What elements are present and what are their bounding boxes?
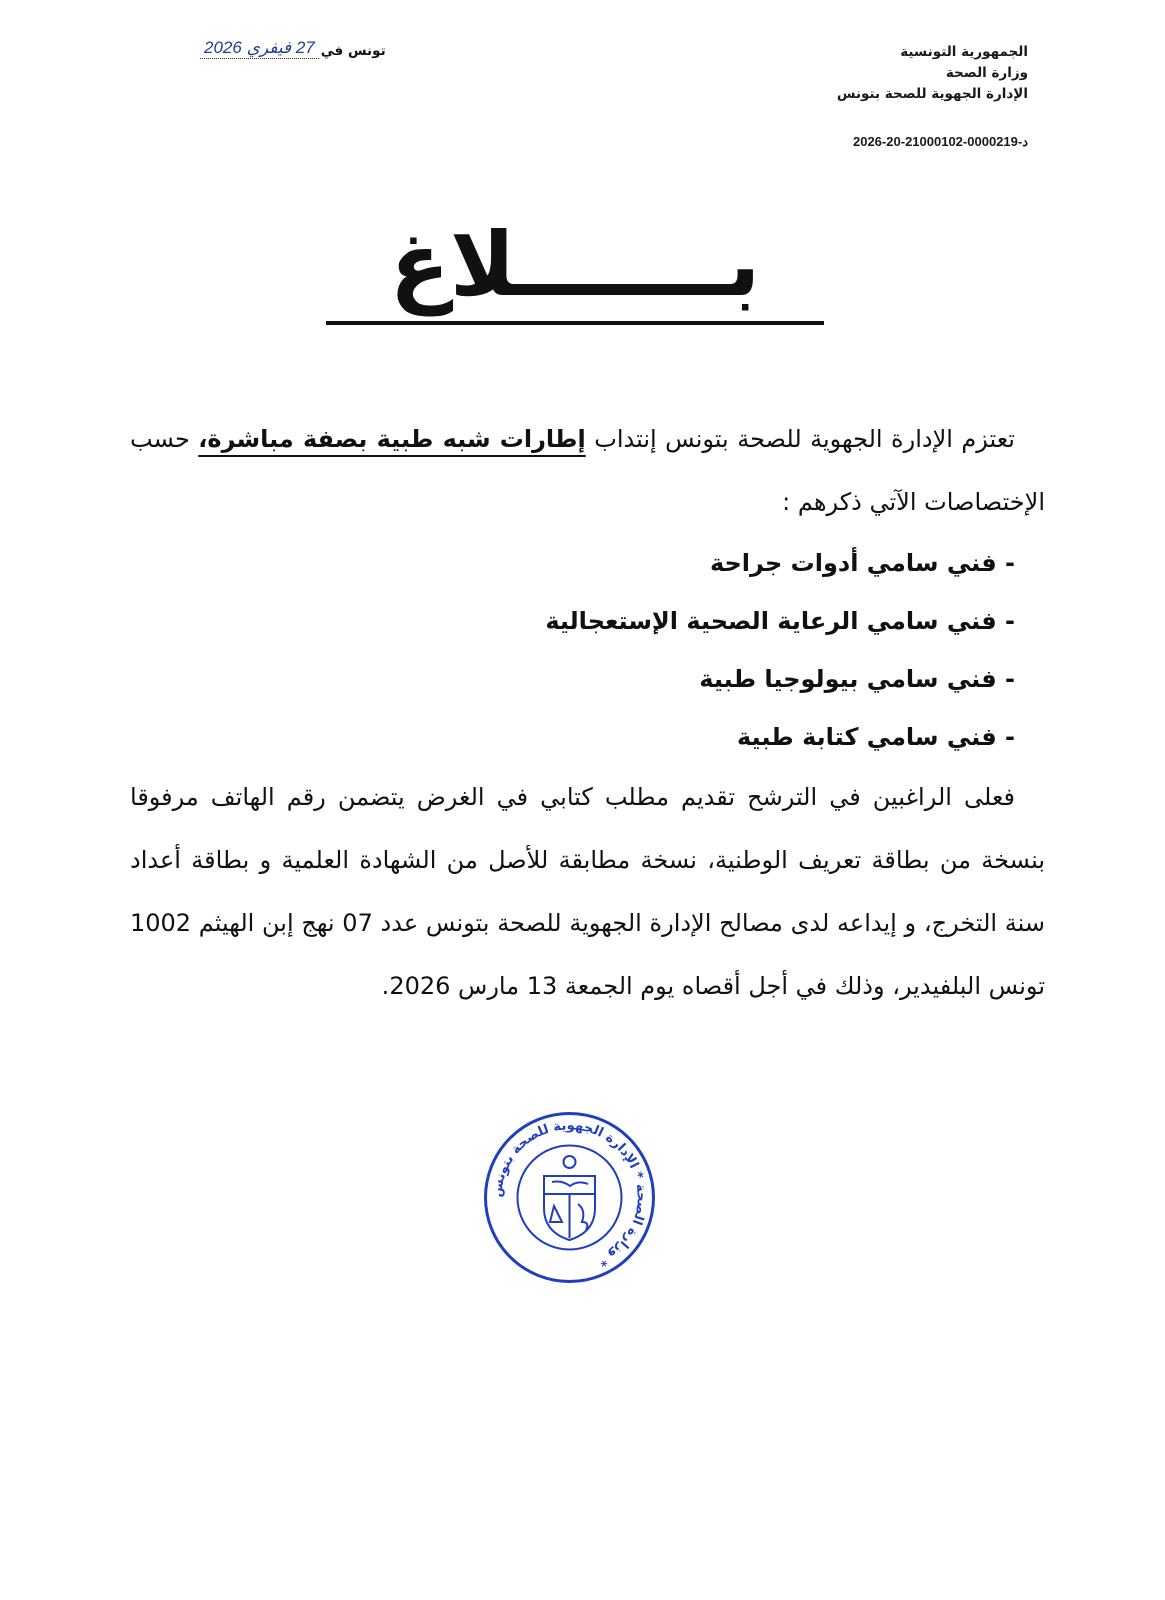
date-label: تونس في xyxy=(320,43,386,59)
header-country: الجمهورية التونسية xyxy=(900,44,1028,60)
date-year: 2026 xyxy=(204,38,242,57)
header-ministry: وزارة الصحة xyxy=(945,65,1028,81)
closing-paragraph xyxy=(130,766,1045,1018)
closing-text: فعلى الراغبين في الترشح تقديم مطلب كتابي في الغرض يتضمن رقم الهاتف مرفوقا بنسخة من بطاقة تعريف الوطنية، نسخة مطابقة للأصل من الشهادة العلمية و بطاقة أعداد سنة التخرج، و إيداعه لدى مصالح الإدارة الجهوية للصحة بتونس عدد 07 نهج إبن الهيثم 1002 تونس البلفيدير، وذلك في أجل أقصاه يوم الجمعة 13 مارس 2026. xyxy=(130,783,1045,1000)
intro-highlight: إطارات شبه طبية بصفة مباشرة، xyxy=(198,425,586,453)
coat-of-arms-icon xyxy=(544,1156,595,1240)
stamp-text: وزارة الصحة * الإدارة الجهوية للصحة بتونس * xyxy=(489,1118,649,1270)
specialty-item: - فني سامي بيولوجيا طبية xyxy=(699,665,1015,693)
notice-body xyxy=(130,408,1045,1018)
specialty-item: - فني سامي كتابة طبية xyxy=(736,723,1015,751)
date-value xyxy=(200,38,319,59)
date-day: 27 xyxy=(295,38,315,57)
specialties-list xyxy=(130,534,1045,766)
notice-title xyxy=(320,215,830,325)
specialty-item: - فني سامي الرعاية الصحية الإستعجالية xyxy=(545,607,1015,635)
intro-text: تعتزم الإدارة الجهوية للصحة بتونس إنتداب xyxy=(594,425,1015,453)
title-underline xyxy=(326,321,824,325)
title-text: بـــــــلاغ xyxy=(389,213,761,316)
official-stamp xyxy=(482,1110,657,1285)
reference-number: د-0000219-21000102-20-2026 xyxy=(852,134,1028,149)
date-month: فيفري xyxy=(246,38,292,57)
header-department: الإدارة الجهوية للصحة بتونس xyxy=(836,86,1028,102)
intro-continuation: حسب الإختصاصات الآتي ذكرهم : xyxy=(130,425,1045,516)
issuer-header xyxy=(708,42,1028,105)
specialty-item: - فني سامي أدوات جراحة xyxy=(709,549,1015,577)
intro-paragraph xyxy=(130,408,1045,534)
date-line xyxy=(200,38,386,59)
